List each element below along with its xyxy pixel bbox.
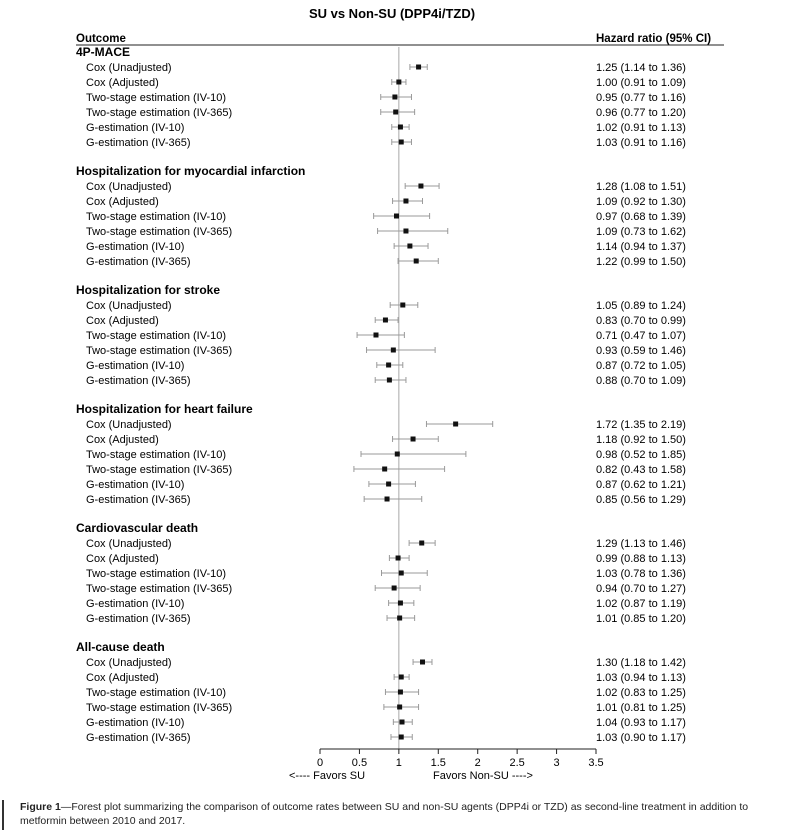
hazard-ratio-text: 0.94 (0.70 to 1.27) bbox=[596, 583, 686, 595]
row-label: Cox (Unadjusted) bbox=[86, 181, 172, 193]
hazard-ratio-text: 1.02 (0.91 to 1.13) bbox=[596, 122, 686, 134]
row-label: Cox (Unadjusted) bbox=[86, 419, 172, 431]
point-estimate-marker bbox=[400, 303, 405, 308]
row-label: Two-stage estimation (IV-10) bbox=[86, 687, 227, 699]
hazard-ratio-text: 1.03 (0.90 to 1.17) bbox=[596, 732, 686, 744]
hazard-ratio-text: 1.02 (0.83 to 1.25) bbox=[596, 687, 686, 699]
caption-label: Figure 1 bbox=[20, 801, 61, 813]
group-heading: All-cause death bbox=[76, 640, 165, 654]
hazard-ratio-text: 1.01 (0.81 to 1.25) bbox=[596, 702, 686, 714]
point-estimate-marker bbox=[399, 675, 404, 680]
favors-right-label: Favors Non-SU ----> bbox=[433, 770, 533, 782]
row-label: G-estimation (IV-365) bbox=[86, 256, 191, 268]
row-label: Cox (Adjusted) bbox=[86, 553, 159, 565]
row-label: G-estimation (IV-10) bbox=[86, 360, 185, 372]
row-label: G-estimation (IV-365) bbox=[86, 613, 191, 625]
point-estimate-marker bbox=[398, 601, 403, 606]
point-estimate-marker bbox=[383, 318, 388, 323]
hazard-ratio-text: 1.05 (0.89 to 1.24) bbox=[596, 300, 686, 312]
point-estimate-marker bbox=[403, 229, 408, 234]
row-label: Two-stage estimation (IV-365) bbox=[86, 226, 233, 238]
hazard-ratio-text: 1.00 (0.91 to 1.09) bbox=[596, 77, 686, 89]
row-label: Cox (Unadjusted) bbox=[86, 300, 172, 312]
point-estimate-marker bbox=[419, 541, 424, 546]
hazard-ratio-text: 0.82 (0.43 to 1.58) bbox=[596, 464, 686, 476]
hazard-ratio-text: 1.72 (1.35 to 2.19) bbox=[596, 419, 686, 431]
group-heading: Hospitalization for myocardial infarction bbox=[76, 164, 306, 178]
row-label: G-estimation (IV-365) bbox=[86, 375, 191, 387]
row-label: Cox (Adjusted) bbox=[86, 672, 159, 684]
point-estimate-marker bbox=[387, 378, 392, 383]
hazard-ratio-text: 0.96 (0.77 to 1.20) bbox=[596, 107, 686, 119]
row-label: Two-stage estimation (IV-10) bbox=[86, 449, 227, 461]
hazard-ratio-text: 1.09 (0.73 to 1.62) bbox=[596, 226, 686, 238]
row-label: Two-stage estimation (IV-10) bbox=[86, 211, 227, 223]
point-estimate-marker bbox=[398, 125, 403, 130]
hazard-ratio-text: 1.22 (0.99 to 1.50) bbox=[596, 256, 686, 268]
row-label: Cox (Unadjusted) bbox=[86, 62, 172, 74]
row-label: G-estimation (IV-10) bbox=[86, 598, 185, 610]
hazard-ratio-text: 0.95 (0.77 to 1.16) bbox=[596, 92, 686, 104]
point-estimate-marker bbox=[414, 259, 419, 264]
row-label: G-estimation (IV-365) bbox=[86, 494, 191, 506]
point-estimate-marker bbox=[394, 214, 399, 219]
row-label: Cox (Adjusted) bbox=[86, 315, 159, 327]
effect-column-header: Hazard ratio (95% CI) bbox=[596, 33, 712, 45]
point-estimate-marker bbox=[411, 437, 416, 442]
favors-left-label: <---- Favors SU bbox=[289, 770, 366, 782]
row-label: Two-stage estimation (IV-365) bbox=[86, 107, 233, 119]
hazard-ratio-text: 0.87 (0.72 to 1.05) bbox=[596, 360, 686, 372]
x-tick-label: 2 bbox=[474, 757, 481, 769]
row-label: Cox (Adjusted) bbox=[86, 196, 159, 208]
figure-caption bbox=[20, 800, 784, 828]
hazard-ratio-text: 0.88 (0.70 to 1.09) bbox=[596, 375, 686, 387]
row-label: G-estimation (IV-10) bbox=[86, 717, 185, 729]
chart-title: SU vs Non-SU (DPP4i/TZD) bbox=[308, 6, 476, 21]
row-label: Two-stage estimation (IV-365) bbox=[86, 464, 233, 476]
hazard-ratio-text: 0.93 (0.59 to 1.46) bbox=[596, 345, 686, 357]
forest-rows bbox=[76, 45, 686, 749]
hazard-ratio-text: 1.03 (0.91 to 1.16) bbox=[596, 137, 686, 149]
point-estimate-marker bbox=[396, 80, 401, 85]
point-estimate-marker bbox=[391, 348, 396, 353]
hazard-ratio-text: 1.03 (0.94 to 1.13) bbox=[596, 672, 686, 684]
group-heading: Cardiovascular death bbox=[76, 521, 199, 535]
row-label: Two-stage estimation (IV-10) bbox=[86, 330, 227, 342]
outcome-column-header: Outcome bbox=[76, 33, 126, 45]
point-estimate-marker bbox=[398, 690, 403, 695]
point-estimate-marker bbox=[416, 65, 421, 70]
point-estimate-marker bbox=[399, 571, 404, 576]
point-estimate-marker bbox=[418, 184, 423, 189]
point-estimate-marker bbox=[453, 422, 458, 427]
point-estimate-marker bbox=[392, 95, 397, 100]
row-label: Two-stage estimation (IV-10) bbox=[86, 568, 227, 580]
hazard-ratio-text: 1.14 (0.94 to 1.37) bbox=[596, 241, 686, 253]
hazard-ratio-text: 1.04 (0.93 to 1.17) bbox=[596, 717, 686, 729]
group-heading: Hospitalization for heart failure bbox=[76, 402, 253, 416]
point-estimate-marker bbox=[407, 244, 412, 249]
row-label: G-estimation (IV-365) bbox=[86, 732, 191, 744]
hazard-ratio-text: 0.98 (0.52 to 1.85) bbox=[596, 449, 686, 461]
group-heading: Hospitalization for stroke bbox=[76, 283, 221, 297]
point-estimate-marker bbox=[393, 110, 398, 115]
point-estimate-marker bbox=[392, 586, 397, 591]
row-label: Cox (Adjusted) bbox=[86, 77, 159, 89]
point-estimate-marker bbox=[399, 140, 404, 145]
group-heading: 4P-MACE bbox=[76, 45, 131, 59]
point-estimate-marker bbox=[420, 660, 425, 665]
point-estimate-marker bbox=[397, 705, 402, 710]
row-label: Two-stage estimation (IV-365) bbox=[86, 345, 233, 357]
row-label: G-estimation (IV-365) bbox=[86, 137, 191, 149]
point-estimate-marker bbox=[400, 720, 405, 725]
x-tick-label: 1 bbox=[395, 757, 402, 769]
hazard-ratio-text: 0.83 (0.70 to 0.99) bbox=[596, 315, 686, 327]
hazard-ratio-text: 0.87 (0.62 to 1.21) bbox=[596, 479, 686, 491]
row-label: Two-stage estimation (IV-10) bbox=[86, 92, 227, 104]
hazard-ratio-text: 0.85 (0.56 to 1.29) bbox=[596, 494, 686, 506]
row-label: G-estimation (IV-10) bbox=[86, 479, 185, 491]
point-estimate-marker bbox=[373, 333, 378, 338]
caption-divider bbox=[2, 800, 4, 830]
hazard-ratio-text: 0.99 (0.88 to 1.13) bbox=[596, 553, 686, 565]
hazard-ratio-text: 1.03 (0.78 to 1.36) bbox=[596, 568, 686, 580]
point-estimate-marker bbox=[382, 467, 387, 472]
x-tick-label: 3 bbox=[553, 757, 560, 769]
point-estimate-marker bbox=[385, 497, 390, 502]
point-estimate-marker bbox=[386, 363, 391, 368]
hazard-ratio-text: 0.71 (0.47 to 1.07) bbox=[596, 330, 686, 342]
x-tick-label: 3.5 bbox=[588, 757, 604, 769]
point-estimate-marker bbox=[403, 199, 408, 204]
hazard-ratio-text: 1.18 (0.92 to 1.50) bbox=[596, 434, 686, 446]
point-estimate-marker bbox=[395, 452, 400, 457]
x-tick-label: 1.5 bbox=[430, 757, 446, 769]
x-axis bbox=[289, 749, 604, 782]
point-estimate-marker bbox=[399, 735, 404, 740]
row-label: Cox (Unadjusted) bbox=[86, 657, 172, 669]
hazard-ratio-text: 1.25 (1.14 to 1.36) bbox=[596, 62, 686, 74]
x-tick-label: 0 bbox=[316, 757, 324, 769]
row-label: Two-stage estimation (IV-365) bbox=[86, 583, 233, 595]
hazard-ratio-text: 1.01 (0.85 to 1.20) bbox=[596, 613, 686, 625]
point-estimate-marker bbox=[396, 556, 401, 561]
hazard-ratio-text: 1.29 (1.13 to 1.46) bbox=[596, 538, 686, 550]
row-label: Cox (Adjusted) bbox=[86, 434, 159, 446]
row-label: G-estimation (IV-10) bbox=[86, 241, 185, 253]
row-label: G-estimation (IV-10) bbox=[86, 122, 185, 134]
hazard-ratio-text: 1.09 (0.92 to 1.30) bbox=[596, 196, 686, 208]
point-estimate-marker bbox=[397, 616, 402, 621]
caption-text: —Forest plot summarizing the comparison of outcome rates between SU and non-SU agents (DPP4i or TZD) as second-line treatment in addition to metformin between 2010 and 2017. bbox=[20, 801, 749, 827]
x-tick-label: 0.5 bbox=[351, 757, 368, 769]
hazard-ratio-text: 1.30 (1.18 to 1.42) bbox=[596, 657, 686, 669]
x-tick-label: 2.5 bbox=[509, 757, 525, 769]
row-label: Cox (Unadjusted) bbox=[86, 538, 172, 550]
hazard-ratio-text: 1.28 (1.08 to 1.51) bbox=[596, 181, 686, 193]
point-estimate-marker bbox=[386, 482, 391, 487]
hazard-ratio-text: 1.02 (0.87 to 1.19) bbox=[596, 598, 686, 610]
row-label: Two-stage estimation (IV-365) bbox=[86, 702, 233, 714]
hazard-ratio-text: 0.97 (0.68 to 1.39) bbox=[596, 211, 686, 223]
